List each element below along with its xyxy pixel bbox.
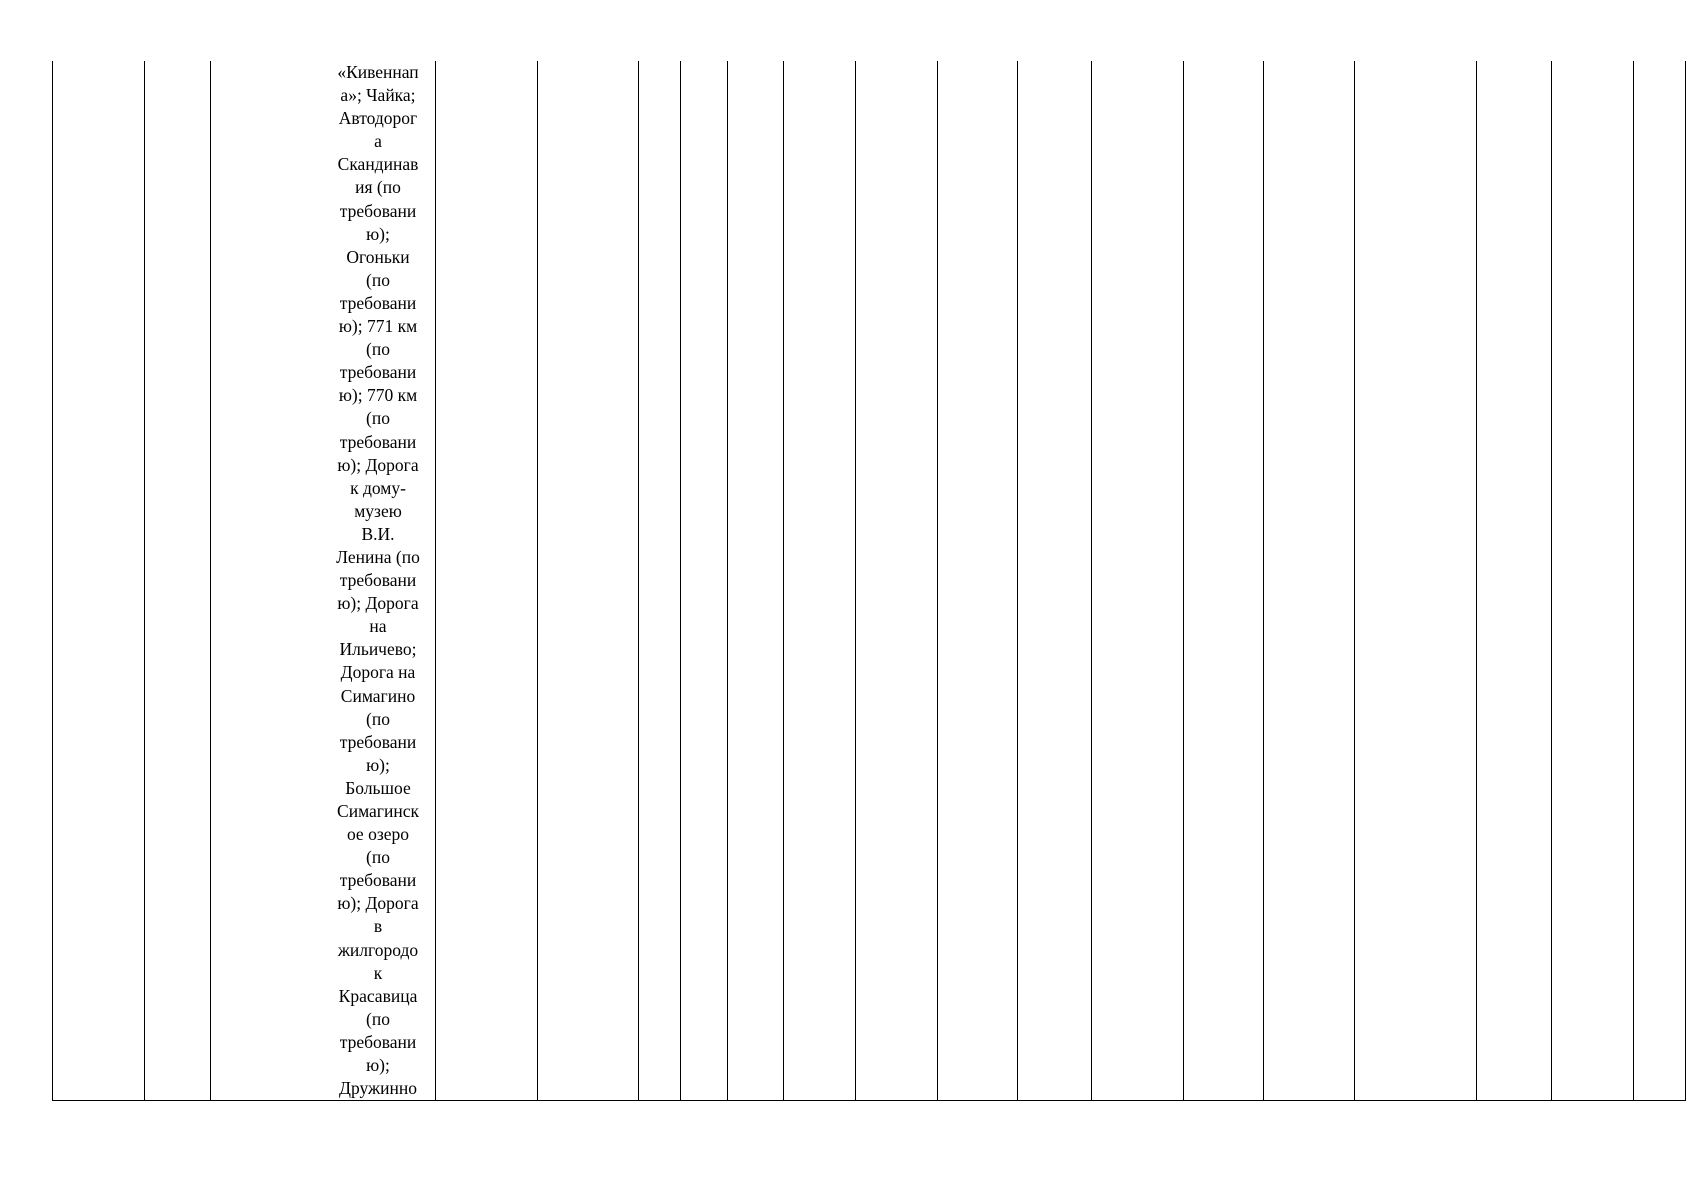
cell-text-line: музею — [354, 500, 402, 521]
cell-text-line: требовани — [339, 200, 417, 221]
cell-text-line: ю); — [366, 754, 390, 775]
cell-text-line: (по — [366, 1008, 390, 1029]
cell-text-line: «Кивеннап — [337, 62, 419, 82]
column-divider — [1354, 61, 1355, 1101]
table-cell-stops — [327, 61, 429, 1101]
cell-text-line: ю); Дорога — [337, 454, 419, 475]
cell-text-line: ю); Дорога — [337, 593, 419, 614]
cell-text-line: Ленина (по — [336, 546, 420, 567]
column-divider — [638, 61, 639, 1101]
cell-text-line: Красавица — [338, 985, 418, 1006]
cell-text-line: (по — [366, 339, 390, 360]
cell-text-line: ю); 771 км — [338, 316, 418, 337]
column-divider — [1476, 61, 1477, 1101]
column-divider — [1633, 61, 1634, 1101]
column-divider — [537, 61, 538, 1101]
cell-text-line: требовани — [339, 292, 417, 313]
cell-text-line: требовани — [339, 731, 417, 752]
cell-text-line: ия (по — [355, 177, 401, 198]
column-divider — [937, 61, 938, 1101]
column-divider — [1183, 61, 1184, 1101]
cell-text-line: (по — [366, 408, 390, 429]
cell-text-line: ю); Дорога — [337, 893, 419, 914]
cell-text-line: в — [373, 916, 383, 937]
cell-text-line: требовани — [339, 431, 417, 452]
column-divider — [210, 61, 211, 1101]
cell-text-line: Огоньки — [346, 246, 410, 267]
column-divider — [783, 61, 784, 1101]
cell-text-line: ю); 770 км — [338, 385, 418, 406]
column-divider — [680, 61, 681, 1101]
column-divider — [1091, 61, 1092, 1101]
cell-text-line: жилгородо — [337, 939, 419, 960]
cell-text-line: Симагино — [340, 685, 416, 706]
cell-text-line: ю); — [366, 1055, 390, 1076]
cell-text-line: требовани — [339, 362, 417, 383]
cell-text-line: требовани — [339, 1031, 417, 1052]
cell-text-line: Дружинно — [339, 1078, 417, 1099]
cell-text-line: Автодорог — [338, 108, 418, 129]
column-divider — [727, 61, 728, 1101]
cell-text-line: (по — [366, 708, 390, 729]
cell-text-line: (по — [366, 269, 390, 290]
cell-text-line: требовани — [339, 870, 417, 891]
cell-text-line: Большое — [345, 777, 411, 798]
cell-text-line: Дорога на — [340, 662, 416, 683]
column-divider — [855, 61, 856, 1101]
cell-text-line: (по — [366, 847, 390, 868]
schedule-table — [52, 61, 1686, 1101]
column-divider — [435, 61, 436, 1101]
column-divider — [144, 61, 145, 1101]
cell-text-line: Скандинав — [337, 154, 419, 175]
cell-text-line: ое озеро — [346, 824, 410, 845]
column-divider — [1551, 61, 1552, 1101]
cell-text-line: Симагинск — [337, 801, 419, 821]
cell-text-line: к — [373, 962, 383, 983]
table-border-left — [52, 61, 53, 1101]
cell-text-line: Ильичево; — [339, 639, 417, 660]
cell-text-line: а»; Чайка; — [340, 85, 416, 106]
cell-text-line: ю); — [366, 223, 390, 244]
cell-text-line: а — [374, 131, 382, 152]
column-divider — [1263, 61, 1264, 1101]
table-border-right — [1685, 61, 1686, 1101]
cell-text-line: В.И. — [361, 523, 395, 544]
cell-text-line: к дому- — [350, 477, 406, 498]
column-divider — [1017, 61, 1018, 1101]
cell-text-line: на — [369, 616, 387, 637]
cell-text-line: требовани — [339, 570, 417, 591]
